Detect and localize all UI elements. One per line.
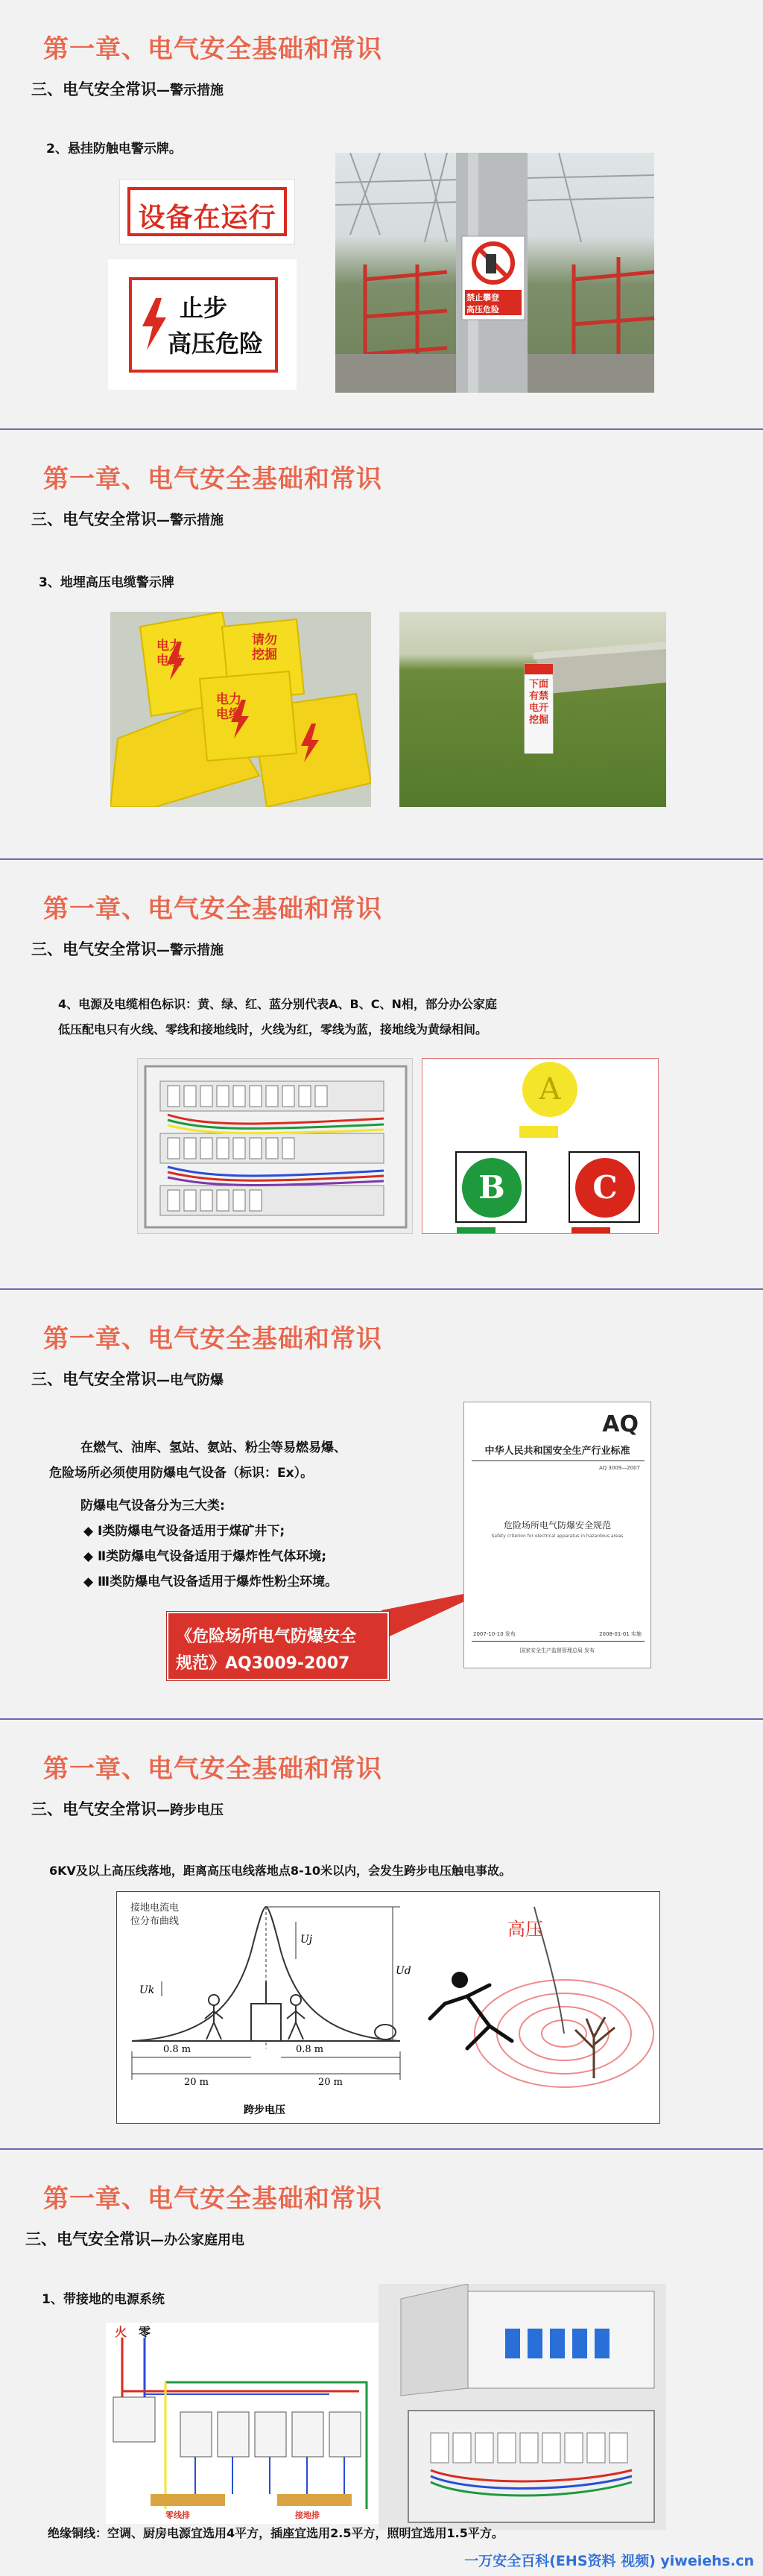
cable-plates-photo [110, 612, 371, 807]
diagram-caption: 跨步电压 [244, 2104, 285, 2116]
cable-post-photo [399, 612, 666, 807]
neutral-bar-label: 零线排 [165, 2510, 190, 2520]
dist-right: 0.8 m [296, 2044, 324, 2055]
section-title [31, 937, 224, 960]
phase-a-bar [519, 1126, 558, 1138]
photo-plate-line2: 高压危险 [466, 305, 499, 314]
live-label: 火 [115, 2325, 127, 2339]
cover-issuer: 国家安全生产监督管理总局 发布 [519, 1648, 595, 1653]
ex-para-line2: 危险场所必须使用防爆电气设备（标识：Ex）。 [49, 1466, 314, 1481]
ex-para-line1: 在燃气、油库、氢站、氨站、粉尘等易燃易爆、 [80, 1440, 346, 1455]
phase-b-label: B [478, 1169, 505, 1206]
point-text: 6KV及以上高压线落地，距离高压电线落地点8-10米以内，会发生跨步电压触电事故。 [49, 1864, 511, 1878]
footer-watermark[interactable]: 一万安全百科(EHS资料 视频) yiweiehs.cn [464, 2553, 754, 2569]
lightning-icon [139, 298, 169, 350]
section-title [31, 1367, 224, 1390]
plate-text-b: 请勿挖掘 [252, 633, 277, 662]
phase-color-panel [422, 1058, 659, 1234]
cover-title: 危险场所电气防爆安全规范 [503, 1520, 611, 1531]
slide-step-voltage [0, 1720, 763, 2150]
phase-c-bar [572, 1227, 610, 1234]
ex-bullet-3-text: Ⅲ类防爆电气设备适用于爆炸性粉尘环境。 [98, 1575, 338, 1589]
curve-label-line1: 接地电流电 [130, 1902, 180, 1914]
subsection-label: —办公家庭用电 [151, 2232, 244, 2248]
standard-callout [167, 1612, 389, 1680]
plate-text-a: 电力电缆 [156, 639, 182, 668]
phase-c-label: C [592, 1169, 618, 1206]
label-ud: Ud [396, 1965, 411, 1977]
grounded-wiring-diagram [106, 2323, 383, 2524]
ex-bullet-1-text: Ⅰ类防爆电气设备适用于煤矿井下; [98, 1524, 285, 1539]
chapter-title: 第一章、电气安全基础和常识 [43, 2184, 382, 2214]
slide-explosion-proof [0, 1290, 763, 1720]
cover-title-en: Safety criterion for electrical apparatus in hazardous areas [491, 1534, 624, 1539]
subsection-label: —警示措施 [156, 83, 224, 98]
subsection-label: —警示措施 [156, 513, 224, 528]
section-label: 三、电气安全常识 [31, 510, 156, 528]
chapter-title: 第一章、电气安全基础和常识 [43, 1324, 382, 1354]
cover-header: 中华人民共和国安全生产行业标准 [484, 1446, 630, 1457]
curve-label-line2: 位分布曲线 [130, 1916, 180, 1927]
stop-sign-line2: 高压危险 [168, 329, 264, 358]
chapter-title: 第一章、电气安全基础和常识 [43, 34, 382, 64]
ex-bullet-2-text: Ⅱ类防爆电气设备适用于爆炸性气体环境; [98, 1549, 326, 1564]
stop-sign [108, 259, 297, 390]
section-label: 三、电气安全常识 [31, 80, 156, 98]
section-label: 三、电气安全常识 [31, 1370, 156, 1388]
ex-bullet-3: ◆ Ⅲ类防爆电气设备适用于爆炸性粉尘环境。 [83, 1575, 338, 1589]
section-label: 三、电气安全常识 [31, 940, 156, 958]
standard-cover [463, 1402, 651, 1668]
phase-line2: 低压配电只有火线、零线和接地线时，火线为红，零线为蓝，接地线为黄绿相间。 [58, 1022, 488, 1037]
slide-buried-cable-signs [0, 430, 763, 860]
ex-bullet-1: ◆ Ⅰ类防爆电气设备适用于煤矿井下; [83, 1524, 285, 1539]
section-title [31, 1797, 224, 1820]
photo-plate-line1: 禁止攀登 [466, 293, 499, 303]
chapter-title: 第一章、电气安全基础和常识 [43, 1754, 382, 1784]
cover-number: AQ 3009—2007 [598, 1465, 640, 1471]
substation-photo [335, 153, 654, 393]
subsection-label: —警示措施 [156, 943, 224, 958]
label-uj: Uj [300, 1934, 313, 1946]
running-sign-text: 设备在运行 [138, 203, 276, 233]
neutral-label: 零 [139, 2325, 151, 2339]
phase-line1: 4、电源及电缆相色标识：黄、绿、红、蓝分别代表A、B、C、N相，部分办公家庭 [58, 997, 497, 1011]
callout-line1: 《危险场所电气防爆安全 [176, 1627, 357, 1646]
copper-wire-note: 绝缘铜线：空调、厨房电源宜选用4平方，插座宜选用2.5平方，照明宜选用1.5平方。 [48, 2526, 504, 2540]
ground-bar-label: 接地排 [295, 2510, 320, 2520]
post-text: 下面有禁电开挖掘 [529, 679, 549, 726]
point-text: 1、带接地的电源系统 [42, 2292, 165, 2307]
span-right: 20 m [318, 2077, 343, 2088]
section-title [25, 2227, 244, 2250]
point-text: 2、悬挂防触电警示牌。 [46, 142, 182, 156]
point-text: 3、地埋高压电缆警示牌 [39, 575, 174, 590]
cover-date-right: 2008-01-01 实施 [599, 1631, 642, 1637]
distribution-panel-photo [137, 1058, 413, 1234]
subsection-label: —电气防爆 [156, 1373, 224, 1388]
cover-date-left: 2007-10-10 发布 [473, 1631, 516, 1637]
chapter-title: 第一章、电气安全基础和常识 [43, 894, 382, 924]
section-title [31, 507, 224, 530]
section-label: 三、电气安全常识 [31, 1800, 156, 1818]
slide-warning-signs [0, 0, 763, 430]
section-label: 三、电气安全常识 [25, 2230, 151, 2248]
step-voltage-diagram [116, 1891, 660, 2124]
high-voltage-label: 高压 [507, 1919, 543, 1940]
home-panel-photo [379, 2284, 666, 2530]
section-title [31, 77, 224, 100]
stop-sign-line1: 止步 [180, 294, 228, 322]
phase-a-label: A [539, 1072, 561, 1107]
label-uk: Uk [139, 1984, 155, 1996]
plate-text-c: 电力电缆 [216, 692, 241, 722]
chapter-title: 第一章、电气安全基础和常识 [43, 464, 382, 494]
span-left: 20 m [184, 2077, 209, 2088]
subsection-label: —跨步电压 [156, 1803, 224, 1818]
phase-b-bar [457, 1227, 496, 1234]
slide-phase-colors [0, 860, 763, 1290]
callout-line2: 规范》AQ3009-2007 [176, 1654, 350, 1673]
ex-bullet-2: ◆ Ⅱ类防爆电气设备适用于爆炸性气体环境; [83, 1549, 326, 1564]
cover-code: AQ [602, 1411, 639, 1437]
ex-classes-title: 防爆电气设备分为三大类: [80, 1499, 225, 1513]
slide-home-power [0, 2150, 763, 2576]
running-sign [119, 179, 295, 244]
dist-left: 0.8 m [163, 2044, 191, 2055]
